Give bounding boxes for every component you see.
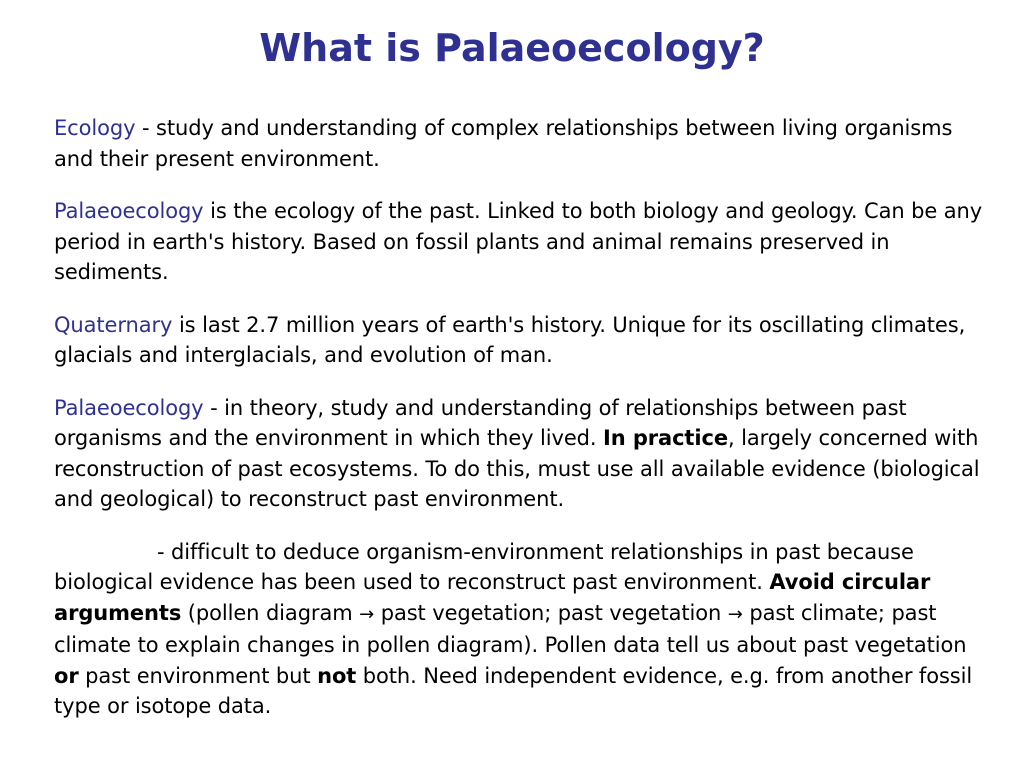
arrow-right-icon: →	[727, 603, 743, 625]
term-quaternary: Quaternary	[54, 312, 173, 337]
paragraph-text: is last 2.7 million years of earth's history. Unique for its oscillating climates, glacials and interglacials, and evolution of man.	[54, 312, 966, 367]
slide-title: What is Palaeoecology?	[259, 26, 765, 70]
bold-avoid-circular-arguments: Avoid circular arguments	[54, 570, 931, 625]
paragraph-ecology	[54, 113, 984, 174]
paragraph-text: both. Need independent evidence, e.g. from another fossil type or isotope data.	[54, 663, 973, 718]
bold-in-practice: In practice	[603, 426, 728, 450]
term-ecology: Ecology	[54, 116, 136, 140]
bold-or: or	[54, 663, 79, 688]
paragraph-text: is the ecology of the past. Linked to both biology and geology. Can be any period in earth's history. Based on fossil plants and animal remains preserved in sediments.	[54, 199, 983, 284]
arrow-right-icon: →	[359, 603, 375, 625]
paragraph-text: past vegetation; past vegetation	[374, 600, 728, 625]
paragraph-text: , largely concerned with reconstruction of past ecosystems. To do this, must use all available evidence (biological and geological) to reconstruct past environment.	[54, 426, 980, 511]
paragraph-text: past environment but	[78, 663, 318, 688]
paragraph-palaeoecology-theory	[54, 393, 984, 515]
paragraph-palaeoecology-definition	[54, 196, 984, 288]
slide-body	[54, 113, 984, 744]
term-palaeoecology: Palaeoecology	[54, 395, 204, 420]
paragraph-text: (pollen diagram	[181, 600, 360, 625]
paragraph-text: - study and understanding of complex relationships between living organisms and their present environment.	[54, 116, 953, 171]
paragraph-quaternary	[54, 310, 984, 371]
paragraph-text: - in theory, study and understanding of relationships between past organisms and the environment in which they lived.	[54, 395, 907, 450]
term-palaeoecology: Palaeoecology	[54, 199, 204, 223]
paragraph-circular-arguments	[54, 537, 984, 722]
bold-not: not	[317, 663, 357, 688]
paragraph-text: past climate; past climate to explain changes in pollen diagram). Pollen data tell us about past vegetation	[54, 600, 967, 657]
paragraph-text: - difficult to deduce organism-environment relationships in past because biological evidence has been used to reconstruct past environment.	[54, 539, 914, 594]
